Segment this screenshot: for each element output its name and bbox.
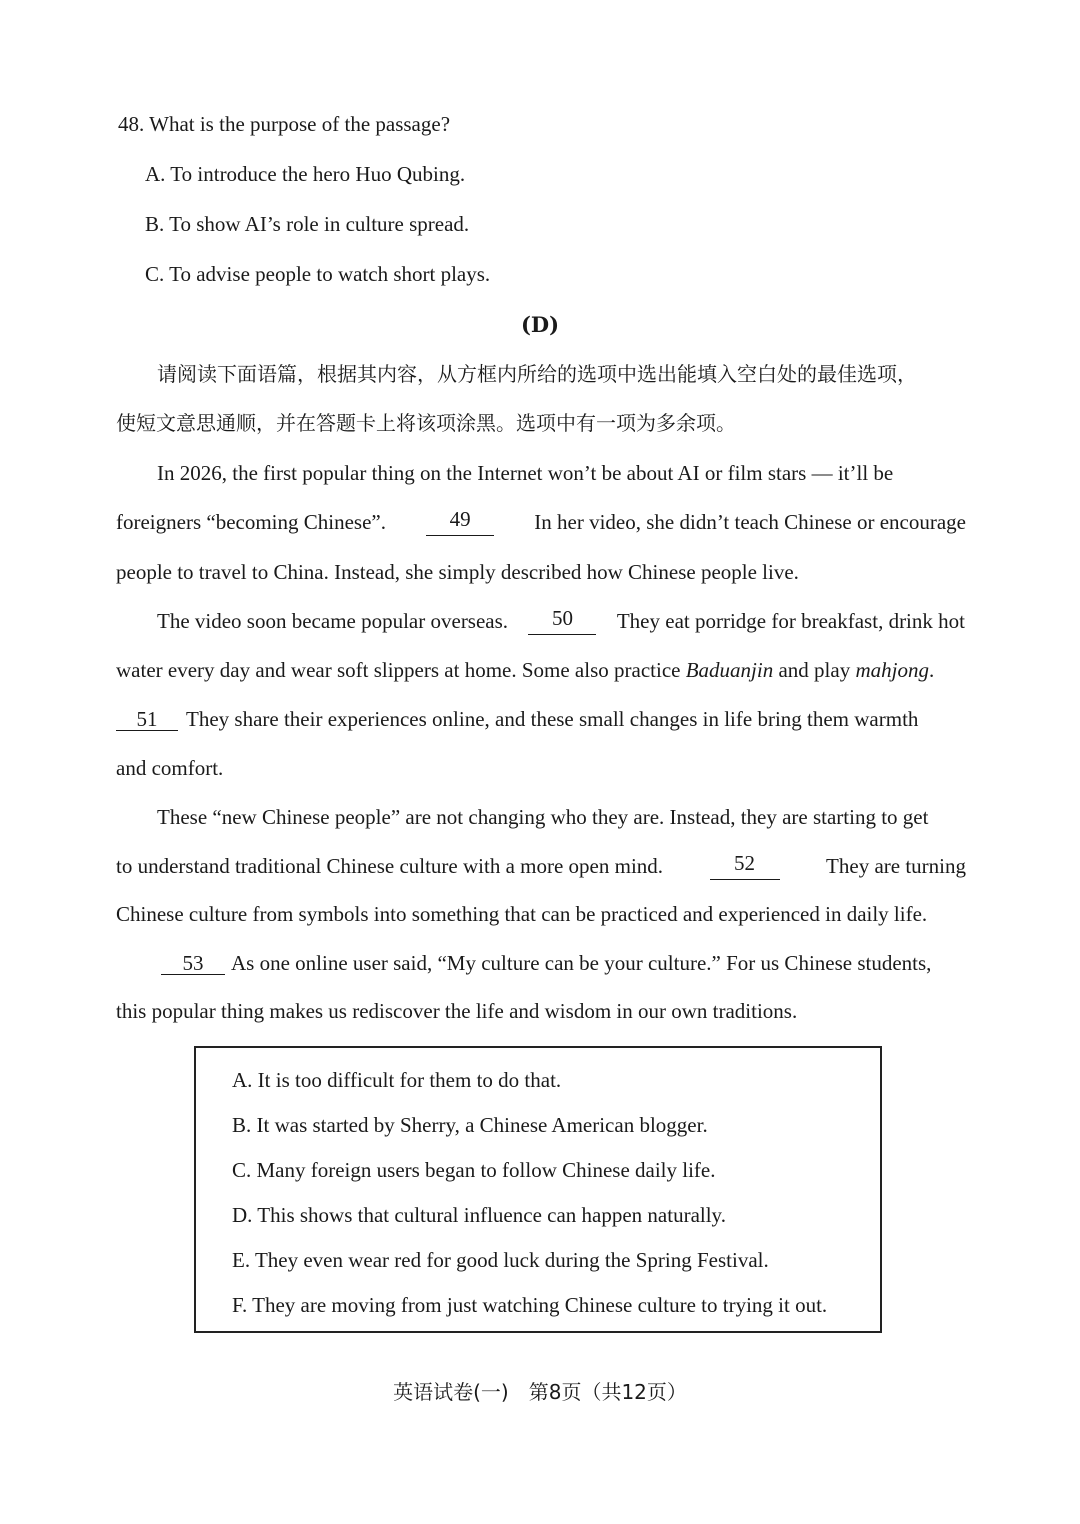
option-e: E. They even wear red for good luck during the Spring Festival. [232, 1248, 769, 1272]
blank-53: 53 [161, 952, 225, 975]
blank-52: 52 [710, 852, 780, 880]
passage-p1-line1 [157, 459, 965, 487]
section-label: (D) [520, 312, 560, 337]
page-footer: 英语试卷(一) 第8页（共12页） [393, 1380, 687, 1404]
option-a: A. It is too difficult for them to do that. [232, 1068, 562, 1092]
passage-text: to understand traditional Chinese culture with a more open mind. [116, 854, 664, 878]
question-48-option-b: B. To show AI’s role in culture spread. [145, 212, 470, 236]
passage-p3-line1 [157, 803, 965, 831]
question-48-option-c: C. To advise people to watch short plays. [145, 262, 491, 286]
passage-p1-line3: people to travel to China. Instead, she simply described how Chinese people live. [116, 560, 799, 584]
instructions-line-1: 请阅读下面语篇，根据其内容，从方框内所给的选项中选出能填入空白处的最佳选项， [157, 362, 917, 386]
passage-text: These “new Chinese people” are not changing who they are. Instead, they are starting to get [157, 805, 929, 829]
passage-p3-line2 [116, 852, 966, 880]
passage-text: As one online user said, “My culture can be your culture.” For us Chinese students, [231, 951, 932, 975]
blank-51: 51 [116, 708, 178, 731]
passage-italic-term: mahjong [855, 658, 929, 682]
passage-italic-term: Baduanjin [685, 658, 774, 682]
passage-p2-line2 [116, 656, 934, 684]
option-f: F. They are moving from just watching Chinese culture to trying it out. [232, 1293, 828, 1317]
option-b: B. It was started by Sherry, a Chinese American blogger. [232, 1113, 708, 1137]
passage-text: They eat porridge for breakfast, drink hot [616, 609, 965, 633]
passage-p3-line3: Chinese culture from symbols into something that can be practiced and experienced in daily life. [116, 902, 928, 926]
instructions-line-2: 使短文意思通顺，并在答题卡上将该项涂黑。选项中有一项为多余项。 [116, 411, 736, 435]
option-d: D. This shows that cultural influence can happen naturally. [232, 1203, 726, 1227]
passage-text: and play [773, 658, 856, 682]
passage-text: They share their experiences online, and these small changes in life bring them warmth [186, 707, 919, 731]
passage-text: In her video, she didn’t teach Chinese or encourage [534, 510, 966, 534]
passage-p2-line4: and comfort. [116, 756, 224, 780]
passage-p4-line2: this popular thing makes us rediscover the life and wisdom in our own traditions. [116, 999, 798, 1023]
passage-text: The video soon became popular overseas. [157, 609, 509, 633]
passage-text: They are turning [826, 854, 966, 878]
passage-p2-line3 [116, 705, 918, 733]
question-48-stem: 48. What is the purpose of the passage? [118, 112, 451, 136]
option-c: C. Many foreign users began to follow Chinese daily life. [232, 1158, 716, 1182]
passage-p1-line2 [116, 508, 966, 536]
question-48-option-a: A. To introduce the hero Huo Qubing. [145, 162, 466, 186]
passage-text: In 2026, the first popular thing on the Internet won’t be about AI or film stars — it’ll be [157, 461, 894, 485]
passage-p4-line1 [161, 949, 931, 977]
passage-p2-line1 [157, 607, 965, 635]
passage-text: water every day and wear soft slippers at home. Some also practice [116, 658, 686, 682]
passage-text: foreigners “becoming Chinese”. [116, 510, 386, 534]
blank-49: 49 [426, 508, 494, 536]
passage-text: . [928, 658, 935, 682]
blank-50: 50 [528, 607, 596, 635]
